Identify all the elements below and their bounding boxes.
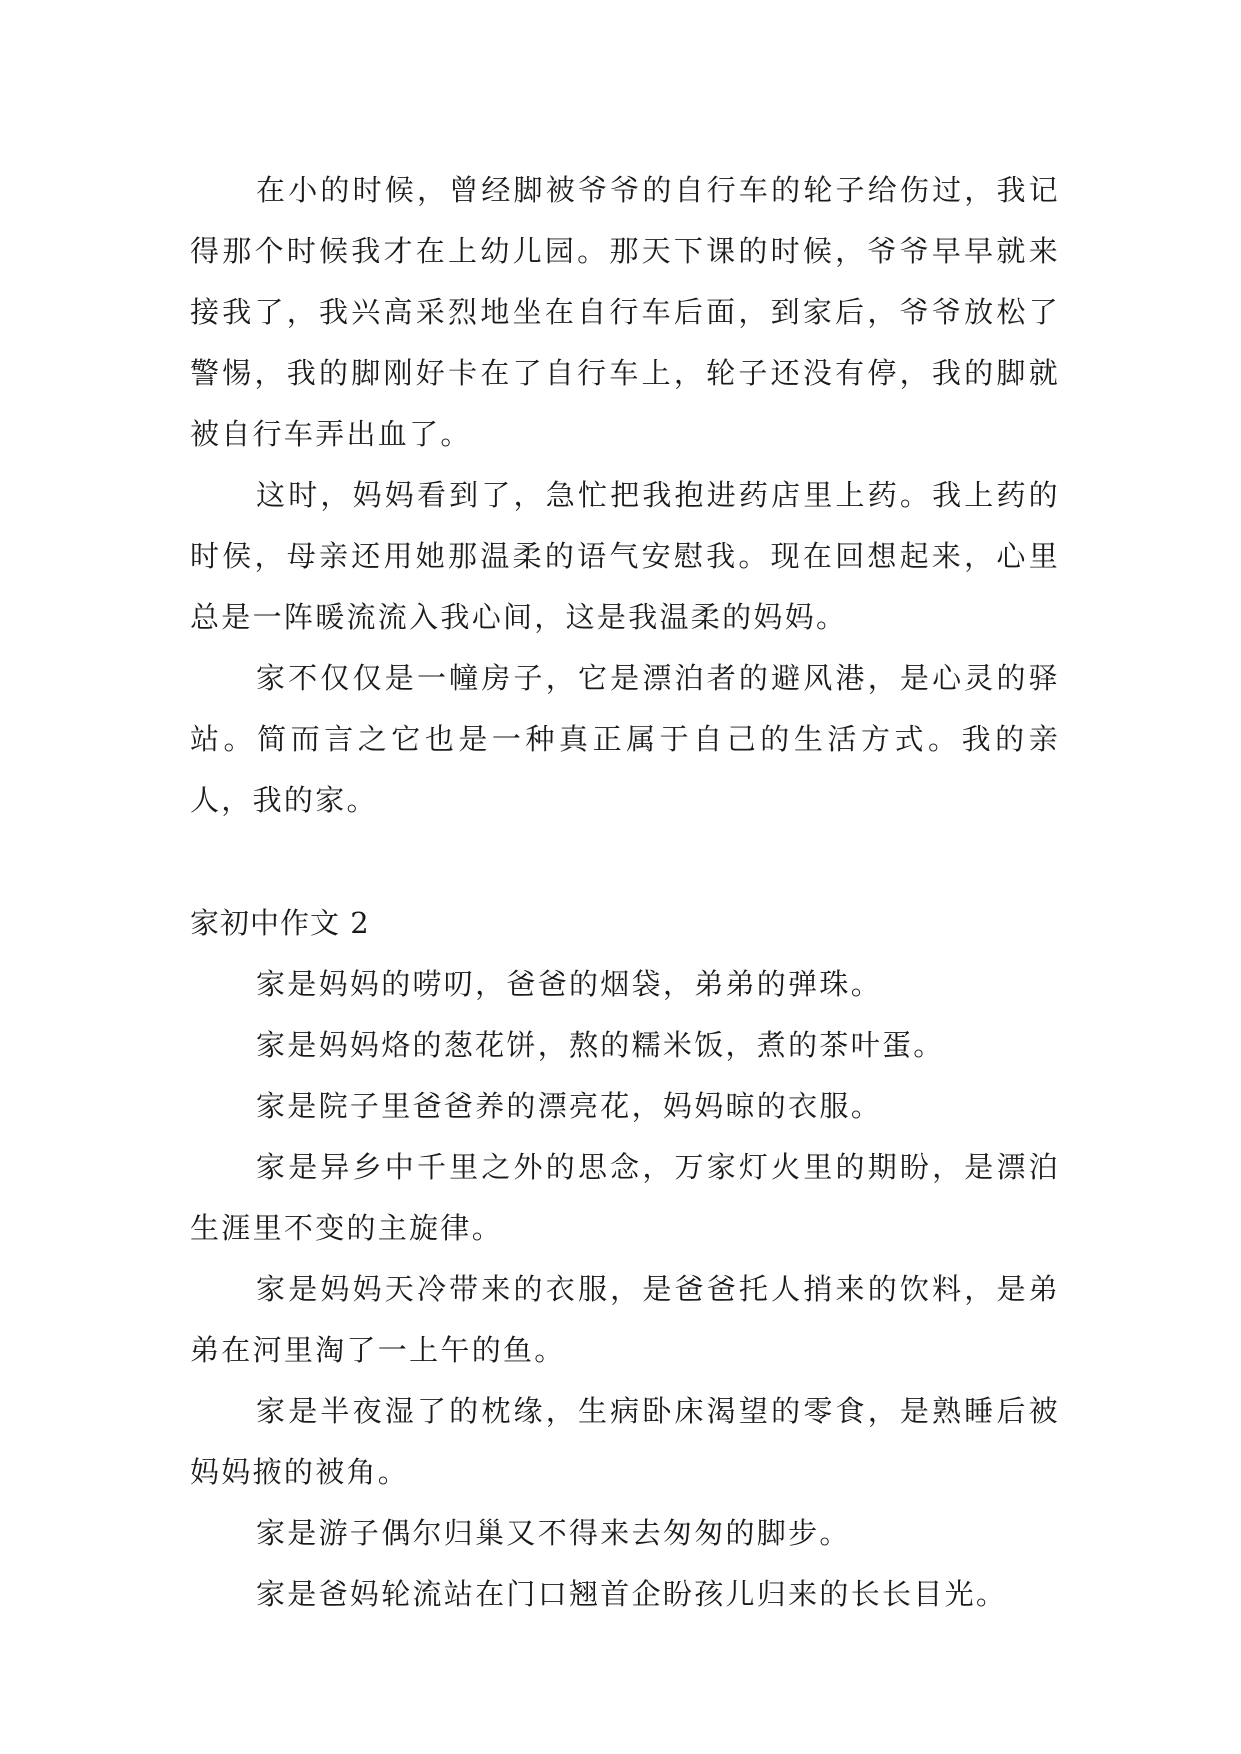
section-title: 家初中作文 2: [190, 906, 370, 940]
paragraph: 家是妈妈天冷带来的衣服，是爸爸托人捎来的饮料，是弟弟在河里淘了一上午的鱼。: [190, 1272, 1060, 1367]
paragraph: 这时，妈妈看到了，急忙把我抱进药店里上药。我上药的时侯，母亲还用她那温柔的语气安慰我。现在回想起来，心里总是一阵暖流流入我心间，这是我温柔的妈妈。: [190, 478, 1060, 634]
paragraph: 在小的时候，曾经脚被爷爷的自行车的轮子给伤过，我记得那个时候我才在上幼儿园。那天下课的时候，爷爷早早就来接我了，我兴高采烈地坐在自行车后面，到家后，爷爷放松了警惕，我的脚刚好卡在了自行车上，轮子还没有停，我的脚就被自行车弄出血了。: [190, 173, 1060, 451]
document-page: [190, 160, 1060, 1625]
paragraph: 家是半夜湿了的枕缘，生病卧床渴望的零食，是熟睡后被妈妈掖的被角。: [190, 1394, 1060, 1489]
paragraph: 家是院子里爸爸养的漂亮花，妈妈晾的衣服。: [256, 1089, 883, 1123]
paragraph: 家是妈妈的唠叨，爸爸的烟袋，弟弟的弹珠。: [256, 967, 883, 1001]
paragraph: 家是异乡中千里之外的思念，万家灯火里的期盼，是漂泊生涯里不变的主旋律。: [190, 1150, 1060, 1245]
paragraph: 家是游子偶尔归巢又不得来去匆匆的脚步。: [256, 1516, 851, 1550]
paragraph: 家是妈妈烙的葱花饼，熬的糯米饭，煮的茶叶蛋。: [256, 1028, 945, 1062]
section-spacer: [190, 831, 1060, 893]
paragraph: 家是爸妈轮流站在门口翘首企盼孩儿归来的长长目光。: [256, 1577, 1008, 1611]
paragraph: 家不仅仅是一幢房子，它是漂泊者的避风港，是心灵的驿站。简而言之它也是一种真正属于自己的生活方式。我的亲人，我的家。: [190, 661, 1060, 817]
